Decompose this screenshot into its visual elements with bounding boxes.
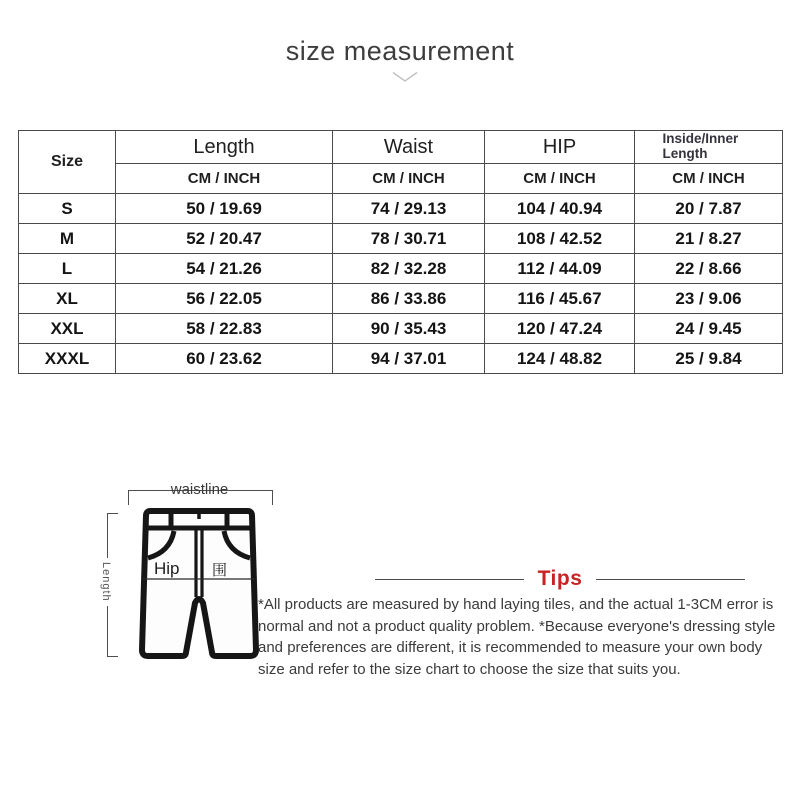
tips-body-text: *All products are measured by hand laying tiles, and the actual 1-3CM error is normal and not a product quality problem. *Because everyone's dressing style and preferences are different, it is recommended to measure your own body size and refer to the size chart to choose the size that suits you. bbox=[258, 596, 776, 678]
tips-rule-left bbox=[375, 579, 524, 580]
waist-cell: 74 / 29.13 bbox=[333, 194, 485, 224]
inner-length-cell: 20 / 7.87 bbox=[635, 194, 783, 224]
length-label: Length bbox=[99, 558, 113, 606]
waist-cell: 90 / 35.43 bbox=[333, 314, 485, 344]
table-row bbox=[19, 344, 783, 374]
column-header-length: Length bbox=[116, 131, 333, 164]
length-cell: 50 / 19.69 bbox=[116, 194, 333, 224]
tips-title: Tips bbox=[537, 567, 583, 590]
waist-cell: 94 / 37.01 bbox=[333, 344, 485, 374]
table-unit-row bbox=[19, 164, 783, 194]
unit-header-waist: CM / INCH bbox=[333, 164, 485, 194]
hip-cell: 124 / 48.82 bbox=[485, 344, 635, 374]
column-header-inner-length-label: Inside/Inner Length bbox=[662, 131, 739, 162]
waist-cell: 78 / 30.71 bbox=[333, 224, 485, 254]
shorts-diagram bbox=[137, 505, 261, 663]
table-row bbox=[19, 254, 783, 284]
hip-cjk-label: 围 bbox=[212, 561, 228, 579]
hip-cell: 112 / 44.09 bbox=[485, 254, 635, 284]
hip-cell: 104 / 40.94 bbox=[485, 194, 635, 224]
hip-cell: 116 / 45.67 bbox=[485, 284, 635, 314]
size-cell: M bbox=[19, 224, 116, 254]
inner-length-cell: 23 / 9.06 bbox=[635, 284, 783, 314]
hip-cell: 108 / 42.52 bbox=[485, 224, 635, 254]
unit-header-hip: CM / INCH bbox=[485, 164, 635, 194]
column-header-size: Size bbox=[19, 131, 116, 194]
hip-cell: 120 / 47.24 bbox=[485, 314, 635, 344]
inner-length-cell: 22 / 8.66 bbox=[635, 254, 783, 284]
length-cell: 54 / 21.26 bbox=[116, 254, 333, 284]
waist-cell: 82 / 32.28 bbox=[333, 254, 485, 284]
column-header-waist: Waist bbox=[333, 131, 485, 164]
size-cell: XXL bbox=[19, 314, 116, 344]
tips-heading-row bbox=[375, 566, 745, 592]
length-cell: 52 / 20.47 bbox=[116, 224, 333, 254]
inner-length-cell: 21 / 8.27 bbox=[635, 224, 783, 254]
unit-header-length: CM / INCH bbox=[116, 164, 333, 194]
unit-header-inner-length: CM / INCH bbox=[635, 164, 783, 194]
inner-length-cell: 25 / 9.84 bbox=[635, 344, 783, 374]
chevron-down-icon bbox=[392, 71, 418, 83]
inner-length-cell: 24 / 9.45 bbox=[635, 314, 783, 344]
size-cell: XL bbox=[19, 284, 116, 314]
page-title: size measurement bbox=[285, 36, 515, 66]
length-cell: 60 / 23.62 bbox=[116, 344, 333, 374]
size-cell: L bbox=[19, 254, 116, 284]
waistline-label: waistline bbox=[170, 481, 229, 498]
size-cell: S bbox=[19, 194, 116, 224]
column-header-hip: HIP bbox=[485, 131, 635, 164]
waist-cell: 86 / 33.86 bbox=[333, 284, 485, 314]
table-row bbox=[19, 224, 783, 254]
size-cell: XXXL bbox=[19, 344, 116, 374]
table-row bbox=[19, 194, 783, 224]
tips-rule-right bbox=[596, 579, 745, 580]
shorts-outline bbox=[142, 511, 256, 656]
hip-label: Hip bbox=[154, 559, 180, 578]
table-row bbox=[19, 284, 783, 314]
column-header-inner-length bbox=[635, 131, 783, 164]
length-cell: 58 / 22.83 bbox=[116, 314, 333, 344]
size-table bbox=[18, 130, 783, 374]
table-row bbox=[19, 314, 783, 344]
length-cell: 56 / 22.05 bbox=[116, 284, 333, 314]
table-header-row bbox=[19, 131, 783, 164]
